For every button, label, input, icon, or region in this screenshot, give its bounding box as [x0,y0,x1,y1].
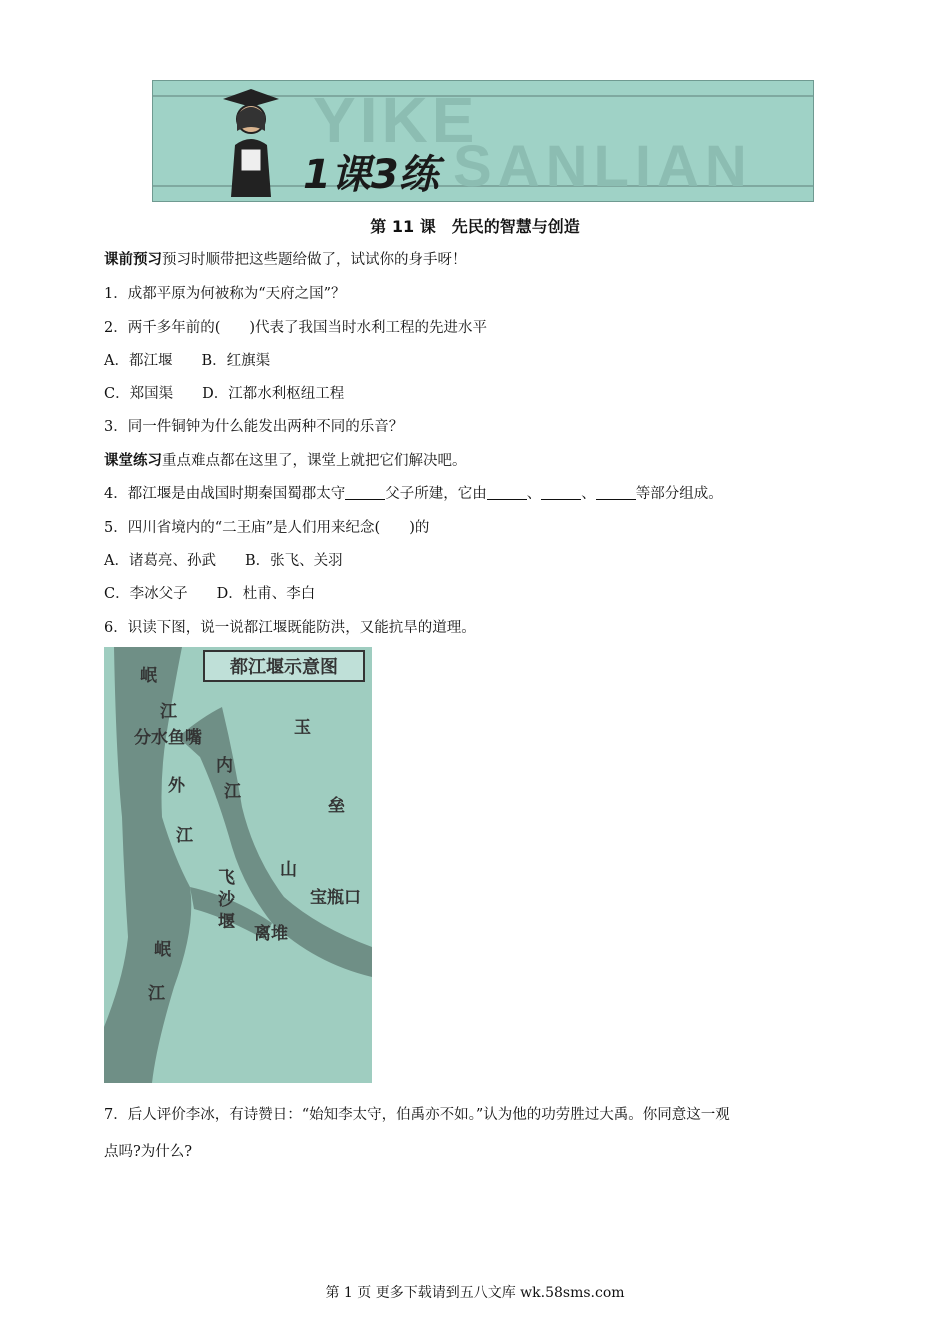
practice-intro: 重点难点都在这里了，课堂上就把它们解决吧。 [162,453,467,469]
question-4-part: 等部分组成。 [635,486,723,502]
map-label-nei: 内 [216,756,233,776]
question-4-part: 、 [581,486,596,502]
question-4-part: 4．都江堰是由战国时期秦国蜀郡太守 [104,486,346,502]
header-banner [152,80,814,202]
question-4-part: 、 [526,486,542,502]
map-label-yu: 玉 [294,718,311,738]
map-label-fenshui: 分水鱼嘴 [134,728,202,748]
question-4 [104,484,723,504]
map-label-sha: 沙 [218,890,235,910]
question-5-options-a: A．诸葛亮、孙武 B．张飞、关羽 [104,553,343,569]
dujiangyan-map [104,647,372,1083]
page-footer: 第 1 页 更多下载请到五八文库 wk.58sms.com [325,1285,625,1301]
map-label-lei: 垒 [328,796,345,816]
answer-blank[interactable] [596,485,636,500]
practice-heading: 课堂练习 [104,453,162,469]
map-label-shan: 山 [280,860,297,880]
question-2: 2．两千多年前的( )代表了我国当时水利工程的先进水平 [104,320,488,336]
map-label-baoping: 宝瓶口 [310,888,361,908]
map-label-waijiang: 江 [176,826,193,846]
preview-heading: 课前预习 [104,252,162,268]
question-5-options-b: C．李冰父子 D．杜甫、李白 [104,586,316,602]
preview-intro-line [104,250,467,270]
map-label-jiang2: 江 [148,984,165,1004]
question-7-line-1: 7．后人评价李冰，有诗赞日：“始知李太守，伯禹亦不如。”认为他的功劳胜过大禹。你同意这一观 [104,1107,730,1123]
answer-blank[interactable] [487,485,527,500]
map-label-fei: 飞 [218,868,235,888]
banner-yike-text: YIKE [313,84,479,156]
map-title: 都江堰示意图 [230,657,338,678]
question-2-options-b: C．郑国渠 D．江都水利枢纽工程 [104,386,345,402]
question-1: 1．成都平原为何被称为“天府之国”？ [104,286,346,302]
map-label-neijiang: 江 [224,782,241,802]
answer-blank[interactable] [541,485,581,500]
teacher-figure-icon [211,85,291,197]
banner-lesson-logo: 1课3练 [303,152,439,198]
question-2-options-a: A．都江堰 B．红旗渠 [104,353,271,369]
question-5: 5．四川省境内的“二王庙”是人们用来纪念( )的 [104,520,430,536]
answer-blank[interactable] [345,485,385,500]
question-6: 6．识读下图，说一说都江堰既能防洪，又能抗旱的道理。 [104,620,476,636]
question-3: 3．同一件铜钟为什么能发出两种不同的乐音？ [104,419,404,435]
map-label-lidui: 离堆 [254,924,288,944]
preview-intro: 预习时顺带把这些题给做了，试试你的身手呀！ [162,252,467,268]
banner-sanlian-text: SANLIAN [453,134,753,199]
map-label-wai: 外 [168,776,185,796]
question-7-line-2: 点吗?为什么? [104,1144,193,1160]
page-title: 第 11 课 先民的智慧与创造 [370,217,580,236]
map-label-min2: 岷 [154,940,171,960]
practice-intro-line [104,451,467,471]
map-label-jiang: 江 [160,702,177,722]
question-4-part: 父子所建，它由 [385,486,487,502]
map-label-min: 岷 [140,666,157,686]
map-label-yan: 堰 [218,912,235,932]
